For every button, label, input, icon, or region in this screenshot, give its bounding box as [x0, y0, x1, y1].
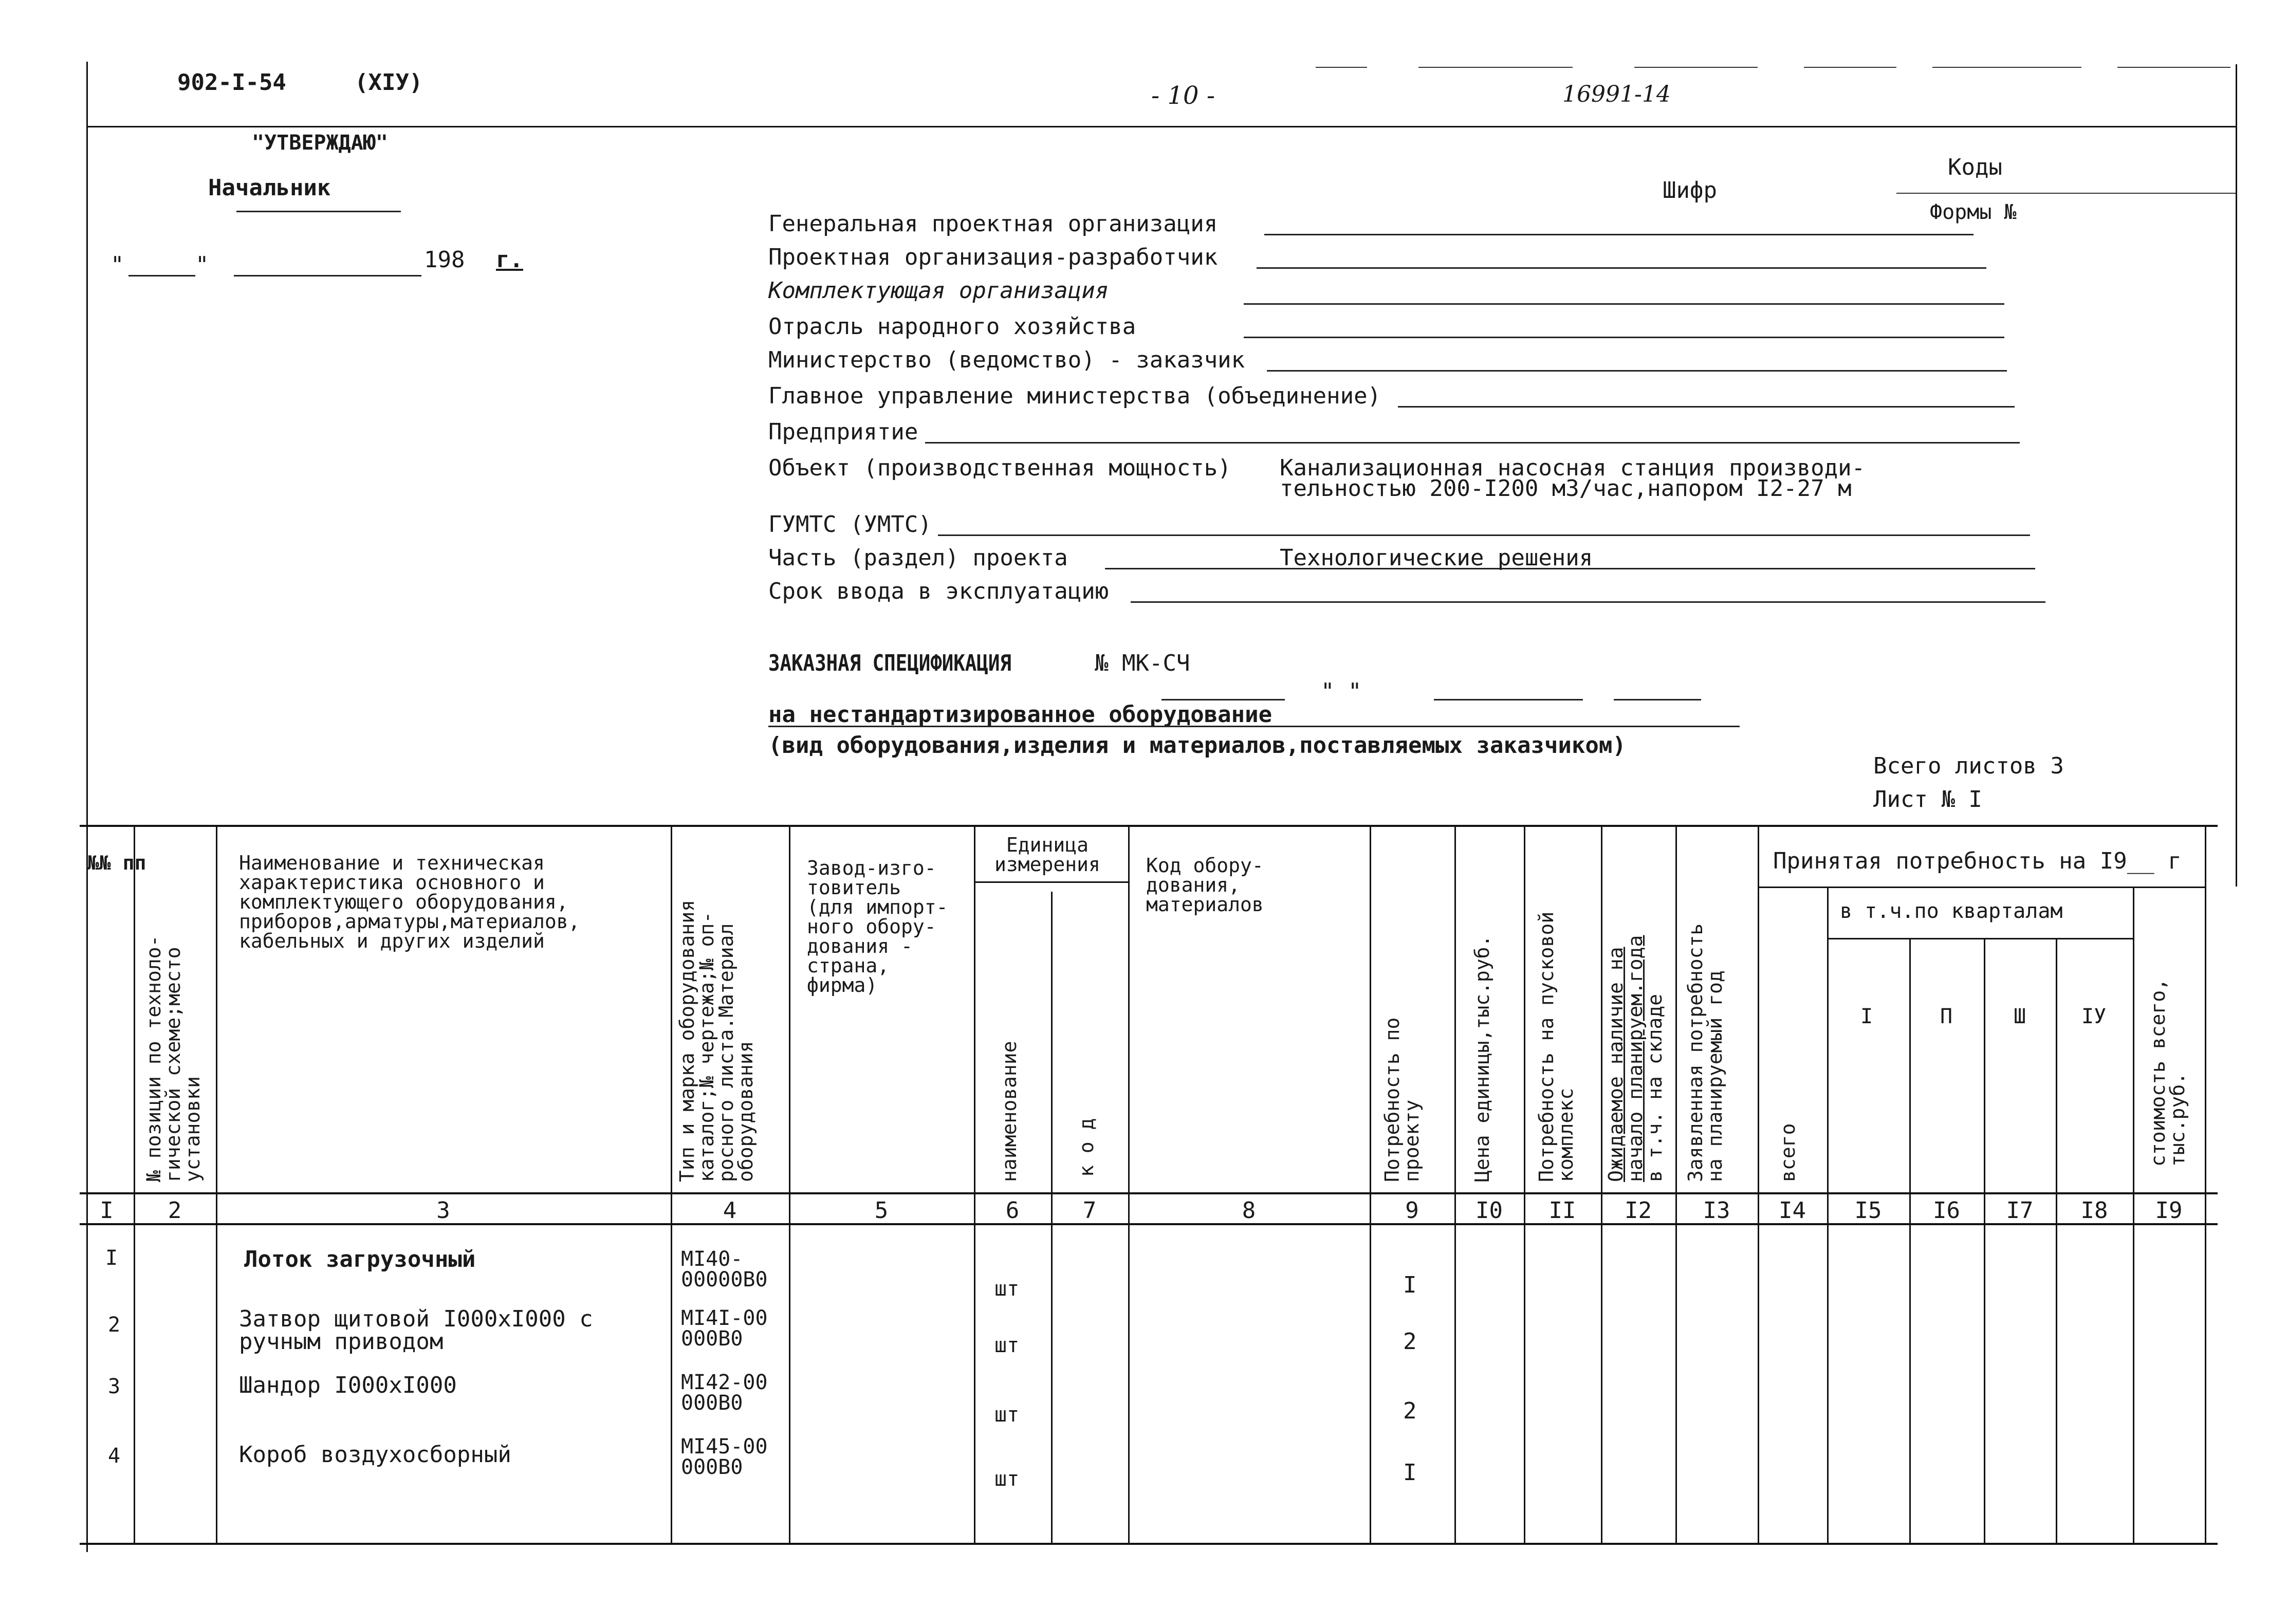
col-header-name: Наименование и техническая характеристика основного и комплектующего оборудования, приборов,арматуры,материалов, кабельных и других изделий [239, 852, 580, 952]
col-number: I9 [2155, 1197, 2183, 1224]
col-header-q2: П [1940, 1005, 1953, 1028]
col-line [789, 825, 790, 1544]
table-bottom [80, 1543, 2218, 1545]
chief-label: Начальник [208, 175, 331, 201]
col-header-expected-stock: Ожидаемое наличие на начало планируем.года в т.ч. на складе [1604, 935, 1666, 1182]
spec-subtitle-line [768, 726, 1740, 727]
row-2-no: 2 [108, 1313, 121, 1337]
col-number: I8 [2080, 1197, 2108, 1224]
col-number: 2 [168, 1197, 182, 1224]
commissioning-line [1131, 601, 2045, 603]
table-header-bottom [80, 1192, 2218, 1194]
top-rule-segment [1316, 67, 1367, 68]
row-3-no: 3 [108, 1375, 121, 1398]
row-4-name: Короб воздухосборный [239, 1442, 511, 1468]
codes-label: Коды [1948, 154, 2002, 180]
enterprise-label: Предприятие [768, 419, 918, 445]
col-line [2056, 938, 2057, 1544]
col-number: 6 [1005, 1197, 1020, 1224]
col-header-unit: Единица измерения [994, 834, 1100, 876]
enterprise-line [925, 442, 2020, 444]
gumts-label: ГУМТС (УМТС) [768, 511, 932, 538]
date-quote-open: " [110, 252, 124, 278]
sheets-total: Всего листов 3 [1873, 753, 2064, 779]
col-header-launch-need: Потребность на пусковой комплекс [1535, 911, 1577, 1182]
row-4-no: 4 [108, 1444, 121, 1468]
industry-line [1244, 337, 2004, 338]
top-rule-segment [1804, 67, 1896, 68]
month-line [234, 275, 421, 276]
top-rule-segment [1634, 67, 1758, 68]
spec-subtitle: на нестандартизированное оборудование [768, 702, 1272, 728]
row-2-unit: шт [994, 1334, 1020, 1357]
col-header-declared-need: Заявленная потребность на планируемый год [1684, 923, 1726, 1182]
col-line [134, 825, 135, 1544]
col-line [1128, 825, 1130, 1544]
col-header-type: Тип и марка оборудования каталог;№ чертежа;№ оп- росного листа.Материал оборудования [676, 899, 757, 1182]
chief-signature-line [236, 211, 401, 212]
col-number: I3 [1703, 1197, 1730, 1224]
table-top [80, 825, 2218, 827]
commissioning-label: Срок ввода в эксплуатацию [768, 578, 1109, 604]
col-header-equipment-code: Код обору- дования, материалов [1146, 854, 1264, 916]
col-header-project-need: Потребность по проекту [1381, 1017, 1423, 1182]
row-1-qty: I [1403, 1272, 1417, 1298]
row-2-type: MI4I-00 000B0 [681, 1306, 768, 1351]
col-line [1454, 825, 1456, 1544]
col-line [2205, 825, 2206, 1544]
col-line [1601, 825, 1602, 1544]
row-2-qty: 2 [1403, 1328, 1417, 1355]
year-prefix: 198 [424, 247, 465, 273]
ministry-line [1267, 370, 2007, 372]
row-1-name: Лоток загрузочный [244, 1246, 476, 1272]
object-value-line1: Канализационная насосная станция производи- [1280, 455, 1866, 481]
col-header-manufacturer: Завод-изго- товитель (для импорт- ного обору- дования - страна, фирма) [807, 857, 948, 996]
album-number: (XIУ) [355, 69, 423, 96]
main-directorate-label: Главное управление министерства (объединение) [768, 383, 1381, 409]
spec-number-line [1161, 699, 1285, 700]
row-3-qty: 2 [1403, 1398, 1417, 1424]
quarters-header-divider [1827, 938, 2133, 939]
row-3-name: Шандор I000xI000 [239, 1372, 457, 1398]
codes-rule [1896, 193, 2236, 194]
frame-left [86, 62, 88, 1552]
col-line [1675, 825, 1677, 1544]
doc-code: 902-I-54 [177, 69, 286, 96]
spec-year-line [1614, 699, 1701, 700]
col-header-unit-price: Цена единицы,тыс.руб. [1471, 935, 1493, 1182]
row-4-unit: шт [994, 1467, 1020, 1491]
project-part-label: Часть (раздел) проекта [768, 545, 1068, 571]
col-number: I0 [1476, 1197, 1503, 1224]
top-rule-segment [1418, 67, 1573, 68]
top-rule-segment [2117, 67, 2230, 68]
col-number: I4 [1779, 1197, 1806, 1224]
col-header-q4: IУ [2081, 1005, 2107, 1028]
org-developer-label: Проектная организация-разработчик [768, 244, 1218, 270]
project-part-line [1105, 568, 2035, 569]
row-4-qty: I [1403, 1460, 1417, 1486]
row-1-unit: шт [994, 1277, 1020, 1301]
spec-number: № МК-СЧ [1095, 650, 1190, 676]
sheet-current: Лист № I [1873, 786, 1982, 813]
org-general-line [1264, 234, 1974, 235]
org-developer-line [1257, 267, 1986, 269]
org-complect-label: Комплектующая организация [768, 278, 1109, 304]
col-header-unit-code: к о д [1075, 1118, 1098, 1177]
col-header-no: №№ пп [87, 852, 146, 874]
col-number: 4 [723, 1197, 737, 1224]
accepted-header-divider [1758, 887, 2205, 888]
top-rule-segment [1932, 67, 2081, 68]
industry-label: Отрасль народного хозяйства [768, 313, 1136, 340]
col-line [1909, 938, 1911, 1544]
day-line [128, 275, 195, 276]
page-number: - 10 - [1151, 81, 1215, 110]
ministry-label: Министерство (ведомство) - заказчик [768, 347, 1245, 373]
col-line [974, 825, 975, 1544]
col-number: I2 [1625, 1197, 1652, 1224]
frame-top [86, 126, 2237, 127]
main-directorate-line [1398, 406, 2015, 408]
row-3-unit: шт [994, 1403, 1020, 1427]
object-label: Объект (производственная мощность) [768, 455, 1231, 481]
row-3-type: MI42-00 000B0 [681, 1371, 768, 1415]
row-1-no: I [105, 1246, 118, 1270]
col-header-position: № позиции по техноло- гической схеме;место установки [142, 935, 204, 1182]
row-1-type: MI40- 00000B0 [681, 1247, 768, 1291]
spec-title: ЗАКАЗНАЯ СПЕЦИФИКАЦИЯ [768, 650, 1011, 676]
form-number-label: Формы № [1930, 200, 2017, 224]
col-header-unit-name: наименование [998, 1041, 1021, 1182]
col-line [1758, 825, 1759, 1544]
gumts-line [938, 534, 2030, 536]
col-number: 8 [1242, 1197, 1256, 1224]
col-header-accepted: Принятая потребность на I9__ г [1773, 848, 2182, 874]
approval-stamp: "УТВЕРЖДАЮ" [252, 131, 388, 155]
spec-note: (вид оборудования,изделия и материалов,поставляемых заказчиком) [768, 732, 1626, 759]
col-header-q1: I [1860, 1005, 1873, 1028]
col-number: II [1548, 1197, 1576, 1224]
col-number: I5 [1854, 1197, 1882, 1224]
col-number: 7 [1082, 1197, 1097, 1224]
col-line [671, 825, 672, 1544]
col-number: 5 [874, 1197, 889, 1224]
org-complect-line [1244, 303, 2004, 305]
project-part-value: Технологические решения [1280, 545, 1593, 571]
col-number: 3 [436, 1197, 450, 1224]
org-general-label: Генеральная проектная организация [768, 211, 1218, 237]
col-header-total: всего [1777, 1123, 1799, 1182]
object-value-line2: тельностью 200-I200 м3/час,напором I2-27 м [1280, 475, 1852, 502]
col-number: 9 [1405, 1197, 1419, 1224]
col-line [1984, 938, 1985, 1544]
col-number: I6 [1933, 1197, 1960, 1224]
inventory-number: 16991-14 [1562, 81, 1671, 107]
col-line [1524, 825, 1525, 1544]
col-header-cost: стоимость всего, тыс.руб. [2147, 978, 2189, 1167]
col-header-quarters: в т.ч.по кварталам [1840, 899, 2063, 923]
frame-right [2236, 64, 2237, 887]
row-2-name: Затвор щитовой I000xI000 с ручным приводом [239, 1306, 593, 1355]
year-suffix: г. [496, 247, 523, 273]
unit-header-divider [974, 881, 1128, 883]
spec-quote: " " [1321, 678, 1362, 705]
col-header-q3: Ш [2014, 1005, 2026, 1028]
date-quote-close: " [195, 252, 209, 278]
row-4-type: MI45-00 000B0 [681, 1435, 768, 1479]
col-line [216, 825, 217, 1544]
cipher-label: Шифр [1663, 177, 1717, 204]
col-line [1370, 825, 1371, 1544]
col-number: I [100, 1197, 114, 1224]
col-number: I7 [2006, 1197, 2034, 1224]
spec-month-line [1434, 699, 1583, 700]
